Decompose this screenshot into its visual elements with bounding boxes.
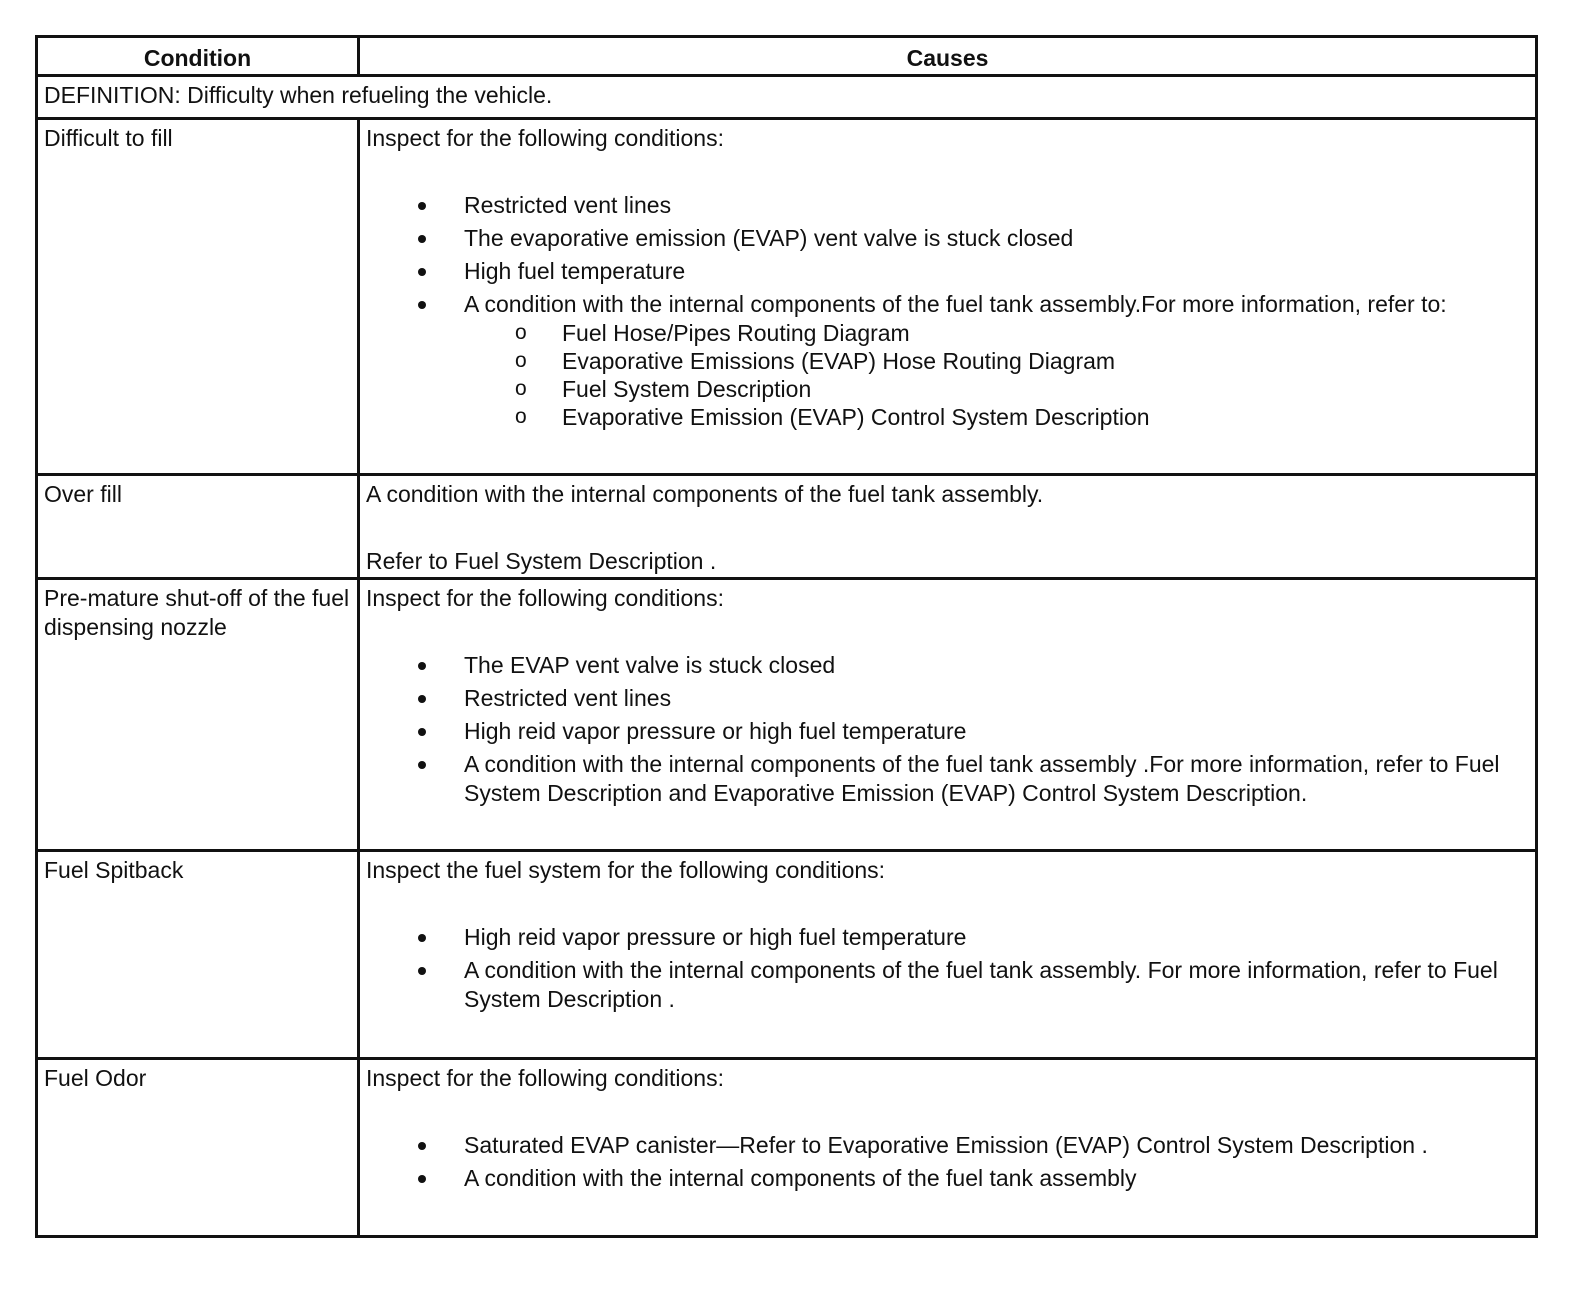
sub-list [464, 319, 1529, 431]
definition-text: DEFINITION: Difficulty when refueling the vehicle. [37, 76, 1537, 119]
bullet-item [366, 290, 1529, 431]
diagnostic-table [35, 35, 1538, 1238]
causes-intro: Inspect for the following conditions: [366, 125, 724, 151]
table-row [37, 475, 1537, 579]
causes-text: A condition with the internal components of the fuel tank assembly. [366, 481, 1044, 507]
sub-item-link[interactable]: o Evaporative Emissions (EVAP) Hose Routing Diagram [464, 347, 1529, 375]
bullet-item: High reid vapor pressure or high fuel temperature [366, 923, 1529, 952]
bullet-item: Restricted vent lines [366, 684, 1529, 713]
causes-cell [359, 579, 1537, 851]
header-condition: Condition [37, 37, 359, 76]
header-causes: Causes [359, 37, 1537, 76]
bullet-item: High reid vapor pressure or high fuel temperature [366, 717, 1529, 746]
causes-intro: Inspect for the following conditions: [366, 1065, 724, 1091]
bullet-item: Saturated EVAP canister—Refer to Evaporative Emission (EVAP) Control System Description . [366, 1131, 1529, 1160]
condition-cell: Difficult to fill [37, 119, 359, 475]
bullet-item: Restricted vent lines [366, 191, 1529, 220]
condition-cell: Fuel Odor [37, 1059, 359, 1237]
bullet-item: A condition with the internal components of the fuel tank assembly .For more information, refer to Fuel System Description and Evaporative Emission (EVAP) Control System Description. [366, 750, 1529, 808]
causes-cell [359, 119, 1537, 475]
bullet-item: The EVAP vent valve is stuck closed [366, 651, 1529, 680]
sub-item-link[interactable]: o Fuel System Description [464, 375, 1529, 403]
header-row [37, 37, 1537, 76]
bullet-list [366, 923, 1529, 1014]
bullet-item: A condition with the internal components of the fuel tank assembly [366, 1164, 1529, 1193]
table-row [37, 851, 1537, 1059]
table-row [37, 1059, 1537, 1237]
bullet-list [366, 651, 1529, 808]
condition-cell: Over fill [37, 475, 359, 579]
sub-item-link[interactable]: o Fuel Hose/Pipes Routing Diagram [464, 319, 1529, 347]
bullet-item: A condition with the internal components of the fuel tank assembly. For more information, refer to Fuel System Description . [366, 956, 1529, 1014]
sub-item-link[interactable]: o Evaporative Emission (EVAP) Control System Description [464, 403, 1529, 431]
causes-intro: Inspect the fuel system for the following conditions: [366, 857, 886, 883]
bullet-item: The evaporative emission (EVAP) vent valve is stuck closed [366, 224, 1529, 253]
bullet-text: A condition with the internal components of the fuel tank assembly.For more information, refer to: [464, 291, 1447, 317]
condition-cell: Pre-mature shut-off of the fuel dispensing nozzle [37, 579, 359, 851]
causes-cell [359, 851, 1537, 1059]
bullet-item: High fuel temperature [366, 257, 1529, 286]
spacer [366, 509, 1529, 547]
causes-reference: Refer to Fuel System Description . [366, 548, 717, 574]
table-row [37, 119, 1537, 475]
definition-row [37, 76, 1537, 119]
bullet-list [366, 1131, 1529, 1193]
bullet-list [366, 191, 1529, 431]
causes-cell [359, 1059, 1537, 1237]
condition-cell: Fuel Spitback [37, 851, 359, 1059]
causes-intro: Inspect for the following conditions: [366, 585, 724, 611]
table-row [37, 579, 1537, 851]
causes-cell [359, 475, 1537, 579]
